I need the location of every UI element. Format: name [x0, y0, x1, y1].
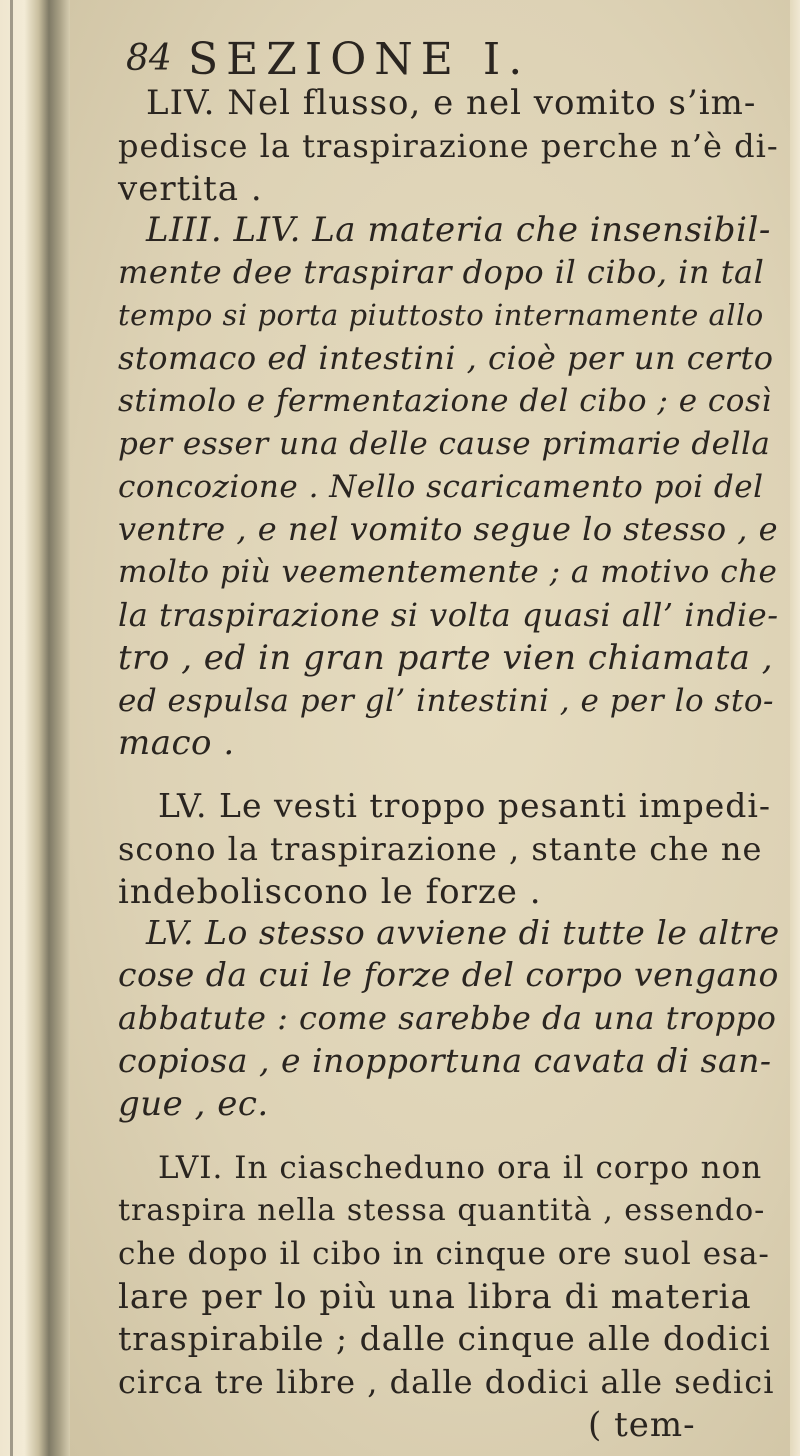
text-line: traspirabile ; dalle cinque alle dodici: [118, 1319, 771, 1359]
text-line: ed espulsa per gl’ intestini , e per lo sto-: [118, 682, 775, 719]
text-line: circa tre libre , dalle dodici alle sedici: [118, 1363, 775, 1402]
catchword: ( tem-: [588, 1405, 696, 1445]
text-line: ventre , e nel vomito segue lo stesso , e: [118, 510, 779, 549]
section-title: SEZIONE I.: [188, 34, 531, 85]
text-line: tempo si porta piuttosto internamente allo: [118, 298, 764, 333]
text-line: che dopo il cibo in cinque ore suol esa-: [118, 1235, 770, 1272]
text-line: scono la traspirazione , stante che ne: [118, 829, 763, 868]
text-line: mente dee traspirar dopo il cibo, in tal: [118, 253, 765, 292]
text-line: lare per lo più una libra di materia: [118, 1276, 752, 1317]
page-number: 84: [126, 38, 172, 79]
text-line: la traspirazione si volta quasi all’ indie-: [118, 596, 779, 635]
text-line: gue , ec.: [118, 1083, 269, 1124]
gutter-fold-line: [10, 0, 13, 1456]
text-line: concozione . Nello scaricamento poi del: [118, 468, 764, 505]
text-line: cose da cui le forze del corpo vengano: [118, 955, 779, 995]
text-line: traspira nella stessa quantità , essendo-: [118, 1192, 766, 1228]
text-line: maco .: [118, 723, 235, 764]
text-line: indeboliscono le forze .: [118, 871, 542, 912]
text-line: tro , ed in gran parte vien chiamata ,: [118, 637, 774, 678]
text-line: LV. Lo stesso avviene di tutte le altre: [146, 912, 780, 952]
text-line: stomaco ed intestini , cioè per un certo: [118, 339, 774, 378]
text-line: LIII. LIV. La materia che insensibil-: [146, 209, 771, 250]
page-right-edge: [790, 0, 800, 1456]
text-line: per esser una delle cause primarie della: [118, 425, 771, 462]
text-line: LV. Le vesti troppo pesanti impedi-: [158, 785, 772, 825]
text-line: vertita .: [118, 168, 263, 209]
running-header: [118, 34, 778, 85]
text-line: abbatute : come sarebbe da una troppo: [118, 999, 777, 1038]
text-line: molto più veementemente ; a motivo che: [118, 554, 778, 591]
text-line: LIV. Nel flusso, e nel vomito s’im-: [146, 83, 757, 123]
text-line: copiosa , e inopportuna cavata di san-: [118, 1041, 772, 1081]
text-line: stimolo e fermentazione del cibo ; e così: [118, 382, 772, 419]
text-line: pedisce la traspirazione perche n’è di-: [118, 126, 779, 165]
text-line: LVI. In ciascheduno ora il corpo non: [158, 1150, 763, 1187]
